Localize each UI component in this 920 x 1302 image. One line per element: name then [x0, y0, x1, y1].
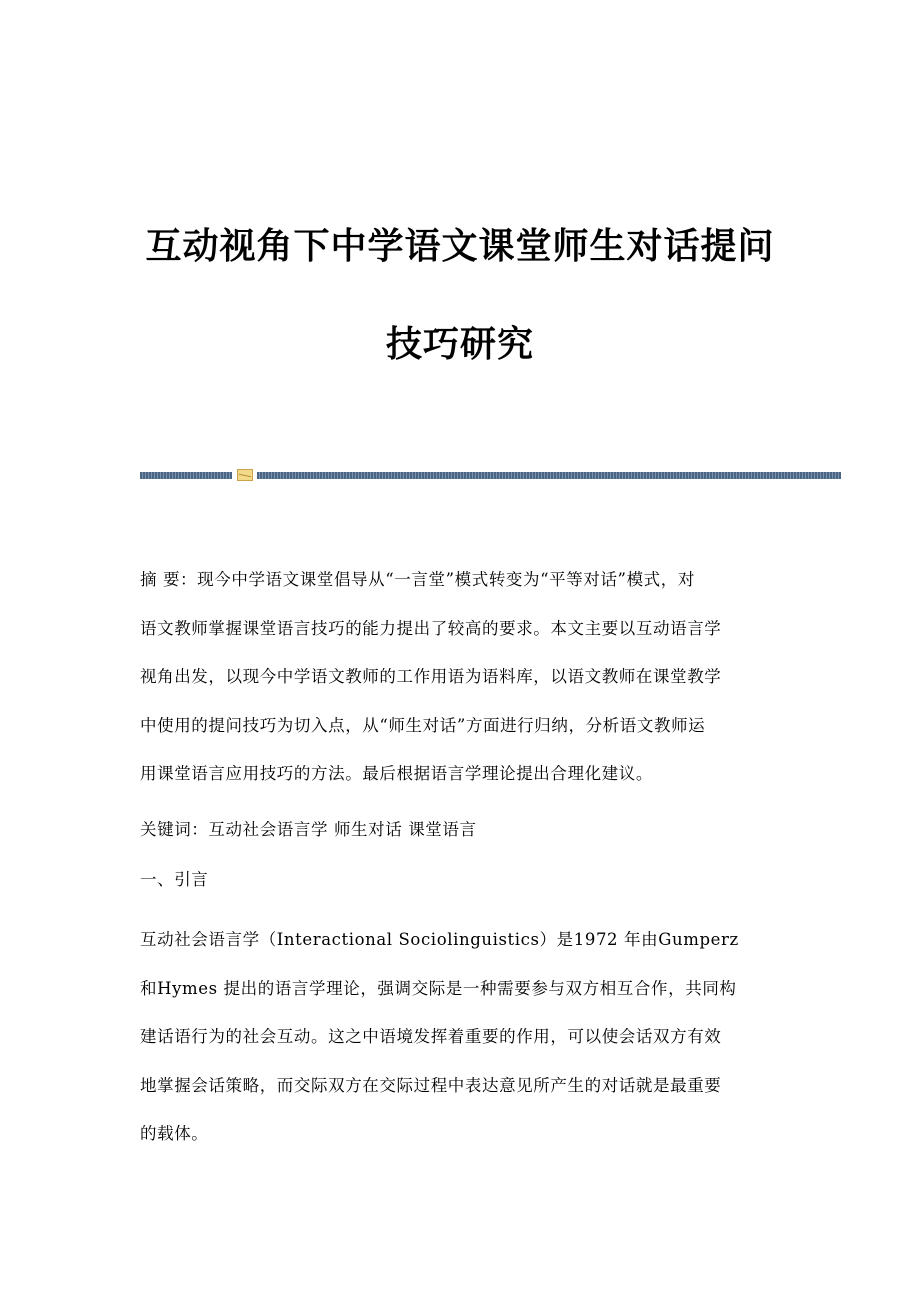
- keywords-line: 关键词：互动社会语言学 师生对话 课堂语言: [140, 820, 477, 839]
- abstract-line: 中使用的提问技巧为切入点，从“师生对话”方面进行归纳，分析语文教师运: [140, 715, 706, 735]
- document-title-line-1: 互动视角下中学语文课堂师生对话提问: [145, 226, 775, 267]
- introduction-line: 建话语行为的社会互动。这之中语境发挥着重要的作用，可以使会话双方有效: [140, 1027, 722, 1046]
- abstract-line: 摘 要：现今中学语文课堂倡导从“一言堂”模式转变为“平等对话”模式，对: [140, 570, 695, 589]
- divider-bar-right: [257, 472, 841, 479]
- introduction-paragraph: [140, 930, 780, 1173]
- introduction-line: 的载体。: [140, 1124, 209, 1143]
- abstract-paragraph: [140, 570, 780, 813]
- abstract-line: 视角出发，以现今中学语文教师的工作用语为语料库，以语文教师在课堂教学: [140, 667, 722, 686]
- abstract-line: 语文教师掌握课堂语言技巧的能力提出了较高的要求。本文主要以互动语言学: [140, 618, 722, 638]
- decorative-divider: [140, 471, 841, 480]
- divider-bar-left: [140, 472, 232, 479]
- introduction-line: 和Hymes 提出的语言学理论，强调交际是一种需要参与双方相互合作，共同构: [140, 978, 737, 998]
- introduction-line: 互动社会语言学（Interactional Sociolinguistics）是1972 年由Gumperz: [140, 930, 739, 949]
- introduction-line: 地掌握会话策略，而交际双方在交际过程中表达意见所产生的对话就是最重要: [140, 1075, 722, 1095]
- abstract-line: 用课堂语言应用技巧的方法。最后根据语言学理论提出合理化建议。: [140, 764, 653, 783]
- document-title-line-2: 技巧研究: [385, 324, 534, 365]
- section-heading-introduction: 一、引言: [140, 870, 209, 889]
- envelope-icon: [237, 469, 253, 481]
